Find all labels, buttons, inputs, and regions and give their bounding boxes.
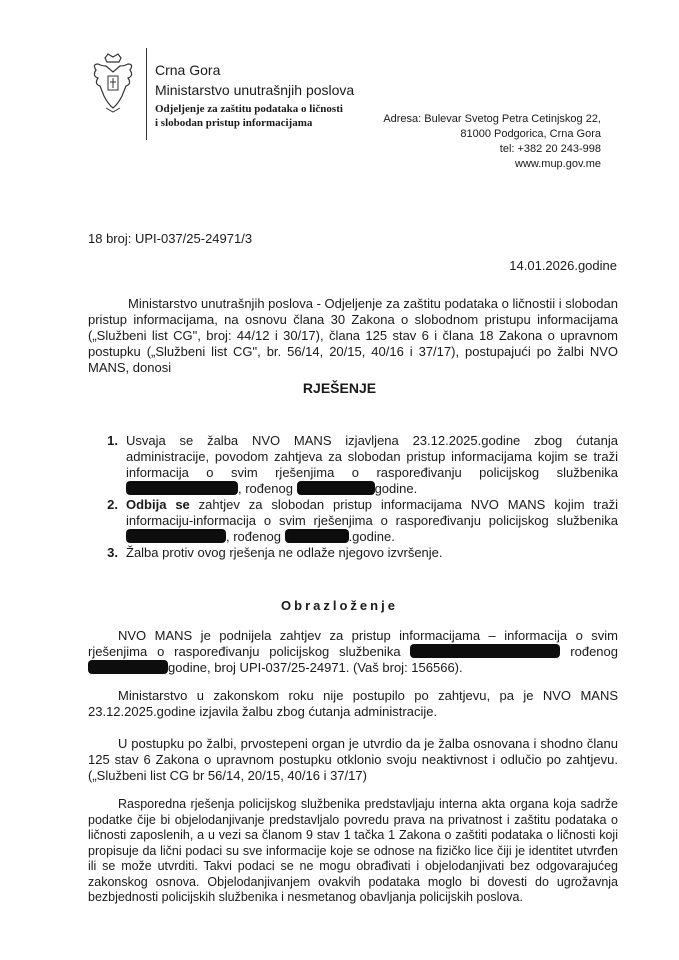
item-text [126,497,618,545]
ministry-name: Ministarstvo unutrašnjih poslova [155,82,355,98]
redaction-block [410,644,560,658]
item-text-part: , rođenog [238,481,293,496]
coat-of-arms-icon [88,52,138,114]
redaction-block [285,529,349,543]
redaction-block [297,481,375,495]
paragraph-text-part: NVO MANS je podnijela zahtjev za pristup informacijama – informacija o svim rješenjima o raspoređivanju policijskog službenika [88,628,618,659]
decision-title: RJEŠENJE [302,380,377,396]
department-name [155,102,343,130]
item-text: Žalba protiv ovog rješenja ne odlaže njegovo izvršenje. [126,545,443,560]
address-line: Adresa: Bulevar Svetog Petra Cetinjskog 22, [383,113,601,125]
item-bold-lead: Odbija se [126,497,190,512]
explanation-title: Obrazloženje [281,598,398,613]
explanation-paragraph-1 [88,628,618,676]
contact-block [383,112,601,172]
city-line: 81000 Podgorica, Crna Gora [460,128,601,140]
redaction-block [126,529,226,543]
item-text-part: , rođenog [226,529,281,544]
item-number: 1. [107,433,118,448]
paragraph-text-part: godine, broj UPI-037/25-24971. (Vaš broj: 156566). [168,660,463,675]
redaction-block [126,481,238,495]
item-text-part: .godine. [348,529,395,544]
country-name: Crna Gora [155,62,221,78]
decision-item-2 [88,497,618,545]
reference-number: 18 broj: UPI-037/25-24971/3 [88,231,253,246]
paragraph-text-part: rođenog [570,644,618,659]
department-line-1: Odjeljenje za zaštitu podataka o ličnosti [155,103,343,115]
explanation-paragraph-3: U postupku po žalbi, prvostepeni organ je utvrdio da je žalba osnovana i shodno članu 125 stav 6 Zakona o upravnom postupku otklonio svoju neaktivnost i odlučio po zahtjevu. („Službeni list CG br 56/14, 20/15, 40/16 i 37/17) [88,736,618,783]
item-text-part: Usvaja se žalba NVO MANS izjavljena 23.12.2025.godine zbog ćutanja administracije, povodom zahtjeva za slobodan pristup informacijama kojim se traži informacija o svim rješenjima o raspoređivanju policijskog službenika [126,433,618,480]
decision-item-1 [88,433,618,497]
intro-paragraph: Ministarstvo unutrašnjih poslova - Odjeljenje za zaštitu podataka o ličnostii i slobodan pristup informacijama, na osnovu člana 30 Zakona o slobodnom pristupu informacijama („Službeni list CG", broj: 44/12 i 30/17), člana 125 stav 6 i člana 18 Zakona o upravnom postupku („Službeni list CG", br. 56/14, 20/15, 40/16 i 37/17), postupajući po žalbi NVO MANS, donosi [88,296,618,375]
redaction-block [88,660,168,674]
explanation-paragraph-2: Ministarstvo u zakonskom roku nije postupilo po zahtjevu, pa je NVO MANS 23.12.2025.godine izjavila žalbu zbog ćutanja administracije. [88,688,618,719]
header-divider [146,48,147,140]
decision-item-3 [88,545,618,561]
item-text-part: godine. [374,481,418,496]
document-date: 14.01.2026.godine [509,258,617,273]
explanation-paragraph-4: Rasporedna rješenja policijskog službenika predstavljaju interna akta organa koja sadrže podatke čije bi objelodanjivanje predstavljalo povredu prava na privatnost i zaštitu podataka o ličnosti zaposlenih, a u vezi sa članom 9 stav 1 tačka 1 Zakona o zaštiti podataka o ličnosti koji propisuje da lični podaci su sve informacije koje se odnose na fizičko lice čiji je identitet utvrđen ili se može utvrditi. Takvi podaci se ne mogu obrađivati i objelodanjivati bez odgovarajućeg zakonskog osnova. Objelodanjivanjem ovakvih podataka moglo bi dovesti do ugrožavnja bezbjednosti policijskih službenika i nesmetanog obavljanja policijskih poslova. [88,797,618,904]
item-text-part: zahtjev za slobodan pristup informacijama NVO MANS kojim traži informaciju-informacija o svim rješenjima o raspoređivanju policijskog službenika [126,497,618,528]
item-text [126,433,618,497]
department-line-2: i slobodan pristup informacijama [155,117,313,129]
item-number: 2. [107,497,118,512]
phone-line: tel: +382 20 243-998 [499,143,601,155]
website-line: www.mup.gov.me [515,158,601,170]
decision-items [88,433,618,561]
item-number: 3. [107,545,118,560]
